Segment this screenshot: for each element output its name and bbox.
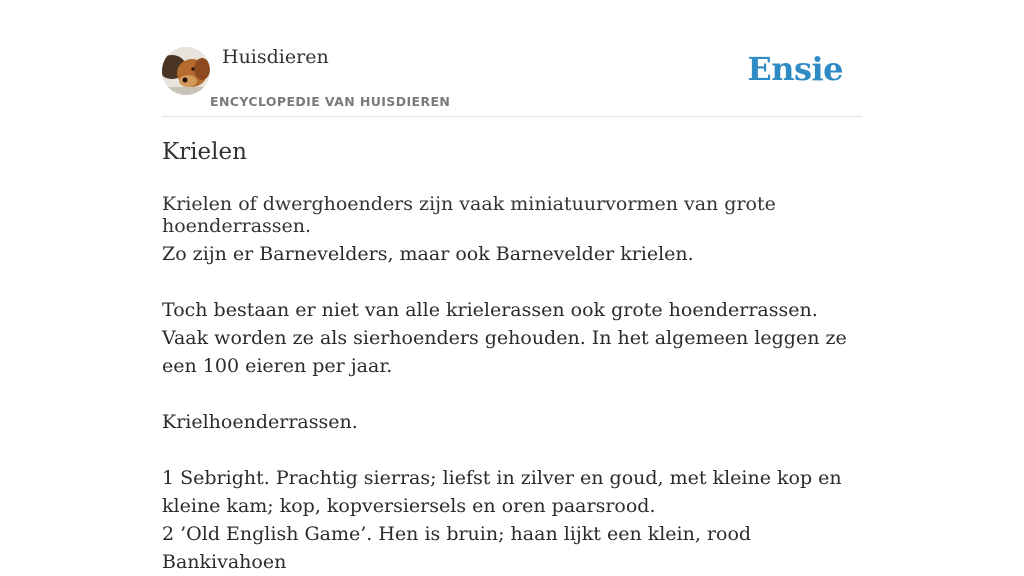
ensie-logo[interactable]: Ensie — [747, 50, 843, 88]
article-intro: Krielen of dwerghoenders zijn vaak miniatuurvormen van grote hoenderrassen. — [162, 193, 776, 237]
site-name[interactable]: Huisdieren — [222, 46, 329, 68]
page-title: Krielen — [162, 139, 247, 165]
page-container — [162, 0, 862, 573]
article-body: Zo zijn er Barnevelders, maar ook Barnevelder krielen. Toch bestaan er niet van alle krielerassen ook grote hoenderrassen. Vaak worden ze als sierhoenders gehouden. In het algemeen leggen ze een 100 eieren per jaar. Krielhoenderrassen. 1 Sebright. Prachtig sierras; liefst in zilver en goud, met kleine kop en kleine kam; kop, kopversiersels en oren paarsrood. 2 ’Old English Game’. Hen is bruin; haan lijkt een klein, rood Bankivahoen — [162, 243, 847, 573]
site-header — [162, 0, 862, 117]
dog-photo-icon[interactable] — [162, 47, 210, 95]
site-subtitle: ENCYCLOPEDIE VAN HUISDIEREN — [210, 94, 451, 109]
